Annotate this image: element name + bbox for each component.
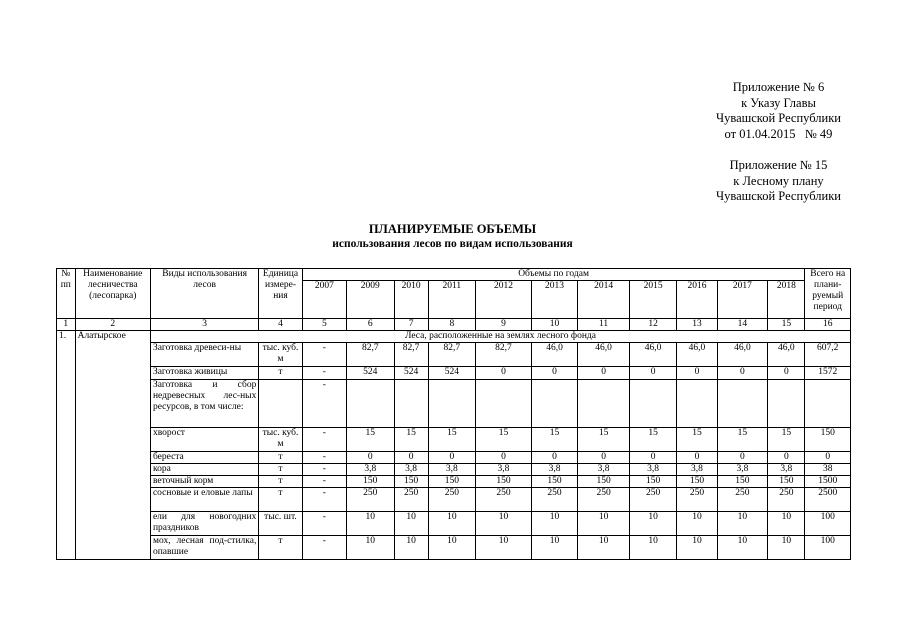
value-cell: 15 bbox=[476, 428, 532, 452]
value-cell: 10 bbox=[629, 536, 676, 560]
use-type-cell: мох, лесная под-стилка, опавшие bbox=[150, 536, 258, 560]
value-cell: 15 bbox=[531, 428, 577, 452]
value-cell: 3,8 bbox=[677, 464, 717, 476]
use-type-cell: кора bbox=[150, 464, 258, 476]
value-cell: 250 bbox=[347, 488, 394, 512]
value-cell: 150 bbox=[347, 476, 394, 488]
header-year: 2007 bbox=[302, 281, 346, 319]
value-cell: - bbox=[302, 476, 346, 488]
value-cell bbox=[428, 380, 475, 428]
value-cell: 524 bbox=[394, 367, 428, 380]
value-cell: 10 bbox=[476, 512, 532, 536]
value-cell: 150 bbox=[476, 476, 532, 488]
column-number: 2 bbox=[75, 319, 150, 331]
section-row bbox=[57, 331, 851, 343]
table-row bbox=[57, 536, 851, 560]
value-cell: 0 bbox=[347, 452, 394, 464]
value-cell: 46,0 bbox=[578, 343, 630, 367]
unit-cell: тыс. куб. м bbox=[259, 428, 302, 452]
value-cell: 3,8 bbox=[476, 464, 532, 476]
value-cell: - bbox=[302, 428, 346, 452]
annex-15-line: Чувашской Республики bbox=[715, 189, 841, 203]
header-year: 2012 bbox=[476, 281, 532, 319]
header-year: 2016 bbox=[677, 281, 717, 319]
total-cell: 1572 bbox=[805, 367, 851, 380]
value-cell: 150 bbox=[677, 476, 717, 488]
value-cell: 15 bbox=[677, 428, 717, 452]
column-number: 6 bbox=[347, 319, 394, 331]
total-cell: 607,2 bbox=[805, 343, 851, 367]
header-forestry: Наименование лесничества (лесопарка) bbox=[75, 269, 150, 319]
table-row bbox=[57, 380, 851, 428]
header-use-type: Виды использования лесов bbox=[150, 269, 258, 319]
use-type-cell: Заготовка живицы bbox=[150, 367, 258, 380]
value-cell: 10 bbox=[428, 536, 475, 560]
value-cell: 524 bbox=[428, 367, 475, 380]
value-cell: 150 bbox=[578, 476, 630, 488]
value-cell: 10 bbox=[428, 512, 475, 536]
value-cell: 250 bbox=[428, 488, 475, 512]
value-cell: 0 bbox=[476, 367, 532, 380]
total-cell: 150 bbox=[805, 428, 851, 452]
value-cell: 3,8 bbox=[717, 464, 768, 476]
row-number: 1. bbox=[57, 331, 76, 560]
value-cell: 15 bbox=[629, 428, 676, 452]
header-year: 2010 bbox=[394, 281, 428, 319]
use-type-cell: Заготовка и сбор недревесных лес-ных ресурсов, в том числе: bbox=[150, 380, 258, 428]
document-title: ПЛАНИРУЕМЫЕ ОБЪЕМЫ bbox=[368, 222, 537, 236]
header-row bbox=[57, 269, 851, 281]
value-cell: 10 bbox=[677, 536, 717, 560]
total-cell: 0 bbox=[805, 452, 851, 464]
value-cell: 15 bbox=[717, 428, 768, 452]
value-cell: 0 bbox=[578, 367, 630, 380]
column-number: 16 bbox=[805, 319, 851, 331]
header-year: 2009 bbox=[347, 281, 394, 319]
column-number: 9 bbox=[476, 319, 532, 331]
value-cell: - bbox=[302, 452, 346, 464]
value-cell: - bbox=[302, 343, 346, 367]
header-unit: Единица измере-ния bbox=[259, 269, 302, 319]
column-number: 5 bbox=[302, 319, 346, 331]
column-number: 11 bbox=[578, 319, 630, 331]
annex-15-block bbox=[716, 158, 841, 205]
column-number-row bbox=[57, 319, 851, 331]
value-cell bbox=[476, 380, 532, 428]
header-year: 2014 bbox=[578, 281, 630, 319]
value-cell: 15 bbox=[578, 428, 630, 452]
column-number: 15 bbox=[768, 319, 805, 331]
annex-6-line: Приложение № 6 bbox=[732, 80, 825, 94]
column-number: 14 bbox=[717, 319, 768, 331]
value-cell: 10 bbox=[531, 512, 577, 536]
document-subtitle: использования лесов по видам использования bbox=[332, 238, 573, 250]
header-year: 2018 bbox=[768, 281, 805, 319]
value-cell bbox=[629, 380, 676, 428]
value-cell: 10 bbox=[394, 536, 428, 560]
value-cell: 10 bbox=[394, 512, 428, 536]
value-cell: 3,8 bbox=[578, 464, 630, 476]
value-cell: 10 bbox=[768, 536, 805, 560]
total-cell: 2500 bbox=[805, 488, 851, 512]
value-cell: 15 bbox=[347, 428, 394, 452]
unit-cell: т bbox=[259, 452, 302, 464]
value-cell: - bbox=[302, 536, 346, 560]
value-cell: 0 bbox=[578, 452, 630, 464]
value-cell: 10 bbox=[578, 536, 630, 560]
unit-cell: т bbox=[259, 536, 302, 560]
value-cell bbox=[677, 380, 717, 428]
value-cell: 150 bbox=[768, 476, 805, 488]
value-cell: 3,8 bbox=[768, 464, 805, 476]
use-type-cell: веточный корм bbox=[150, 476, 258, 488]
value-cell: 82,7 bbox=[428, 343, 475, 367]
value-cell: - bbox=[302, 512, 346, 536]
total-cell: 1500 bbox=[805, 476, 851, 488]
header-volumes-by-year: Объемы по годам bbox=[302, 269, 805, 281]
annex-15-line: Приложение № 15 bbox=[729, 158, 828, 172]
column-number: 10 bbox=[531, 319, 577, 331]
value-cell: 0 bbox=[768, 367, 805, 380]
value-cell: 82,7 bbox=[347, 343, 394, 367]
value-cell: 3,8 bbox=[347, 464, 394, 476]
total-cell bbox=[805, 380, 851, 428]
unit-cell: т bbox=[259, 476, 302, 488]
column-number: 8 bbox=[428, 319, 475, 331]
value-cell: 10 bbox=[531, 536, 577, 560]
value-cell: 250 bbox=[476, 488, 532, 512]
value-cell: 150 bbox=[717, 476, 768, 488]
value-cell: 150 bbox=[531, 476, 577, 488]
unit-cell bbox=[259, 380, 302, 428]
value-cell: 0 bbox=[629, 367, 676, 380]
value-cell: 46,0 bbox=[629, 343, 676, 367]
value-cell: - bbox=[302, 488, 346, 512]
annex-6-block bbox=[716, 80, 841, 142]
section-label: Леса, расположенные на землях лесного фонда bbox=[150, 331, 850, 343]
value-cell: 150 bbox=[629, 476, 676, 488]
table-row bbox=[57, 452, 851, 464]
column-number: 7 bbox=[394, 319, 428, 331]
value-cell: 250 bbox=[531, 488, 577, 512]
value-cell: 0 bbox=[476, 452, 532, 464]
forestry-name: Алатырское bbox=[75, 331, 150, 560]
unit-cell: т bbox=[259, 367, 302, 380]
use-type-cell: Заготовка древеси-ны bbox=[150, 343, 258, 367]
value-cell: 10 bbox=[347, 512, 394, 536]
value-cell: - bbox=[302, 464, 346, 476]
table-row bbox=[57, 464, 851, 476]
value-cell: 250 bbox=[677, 488, 717, 512]
value-cell: 46,0 bbox=[531, 343, 577, 367]
header-year: 2017 bbox=[717, 281, 768, 319]
value-cell: 250 bbox=[768, 488, 805, 512]
unit-cell: тыс. куб. м bbox=[259, 343, 302, 367]
column-number: 13 bbox=[677, 319, 717, 331]
use-type-cell: береста bbox=[150, 452, 258, 464]
column-number: 12 bbox=[629, 319, 676, 331]
value-cell: 0 bbox=[717, 367, 768, 380]
value-cell: 10 bbox=[717, 536, 768, 560]
value-cell: 0 bbox=[531, 367, 577, 380]
header-no: № пп bbox=[57, 269, 76, 319]
value-cell: 150 bbox=[428, 476, 475, 488]
value-cell: 10 bbox=[347, 536, 394, 560]
value-cell: 0 bbox=[394, 452, 428, 464]
value-cell: 250 bbox=[394, 488, 428, 512]
value-cell bbox=[717, 380, 768, 428]
value-cell: 0 bbox=[629, 452, 676, 464]
value-cell: 46,0 bbox=[717, 343, 768, 367]
table-row bbox=[57, 476, 851, 488]
value-cell: 15 bbox=[394, 428, 428, 452]
value-cell: 3,8 bbox=[531, 464, 577, 476]
value-cell: 10 bbox=[476, 536, 532, 560]
annex-6-line: от 01.04.2015 № 49 bbox=[724, 126, 833, 141]
table-row bbox=[57, 428, 851, 452]
value-cell: - bbox=[302, 367, 346, 380]
value-cell: 10 bbox=[717, 512, 768, 536]
table-row bbox=[57, 512, 851, 536]
value-cell: 15 bbox=[768, 428, 805, 452]
value-cell: 250 bbox=[717, 488, 768, 512]
value-cell: 3,8 bbox=[629, 464, 676, 476]
value-cell: 46,0 bbox=[677, 343, 717, 367]
table-row bbox=[57, 488, 851, 512]
value-cell: - bbox=[302, 380, 346, 428]
value-cell: 250 bbox=[629, 488, 676, 512]
column-number: 3 bbox=[150, 319, 258, 331]
value-cell: 10 bbox=[768, 512, 805, 536]
volumes-table bbox=[56, 268, 851, 560]
value-cell bbox=[578, 380, 630, 428]
column-number: 4 bbox=[259, 319, 302, 331]
value-cell: 150 bbox=[394, 476, 428, 488]
value-cell: 3,8 bbox=[428, 464, 475, 476]
value-cell: 82,7 bbox=[394, 343, 428, 367]
value-cell: 0 bbox=[717, 452, 768, 464]
value-cell: 10 bbox=[578, 512, 630, 536]
annex-15-line: к Лесному плану bbox=[733, 173, 824, 188]
header-year: 2015 bbox=[629, 281, 676, 319]
unit-cell: т bbox=[259, 488, 302, 512]
unit-cell: т bbox=[259, 464, 302, 476]
use-type-cell: хворост bbox=[150, 428, 258, 452]
value-cell: 0 bbox=[677, 367, 717, 380]
total-cell: 100 bbox=[805, 512, 851, 536]
value-cell: 0 bbox=[428, 452, 475, 464]
value-cell: 0 bbox=[677, 452, 717, 464]
total-cell: 100 bbox=[805, 536, 851, 560]
value-cell: 10 bbox=[677, 512, 717, 536]
value-cell: 82,7 bbox=[476, 343, 532, 367]
unit-cell: тыс. шт. bbox=[259, 512, 302, 536]
annex-6-line: Чувашской Республики bbox=[715, 111, 841, 125]
column-number: 1 bbox=[57, 319, 76, 331]
table-row bbox=[57, 343, 851, 367]
header-total: Всего на плани-руемый период bbox=[805, 269, 851, 319]
value-cell: 250 bbox=[578, 488, 630, 512]
header-year: 2011 bbox=[428, 281, 475, 319]
value-cell: 0 bbox=[768, 452, 805, 464]
value-cell: 524 bbox=[347, 367, 394, 380]
total-cell: 38 bbox=[805, 464, 851, 476]
value-cell bbox=[768, 380, 805, 428]
header-year: 2013 bbox=[531, 281, 577, 319]
value-cell bbox=[347, 380, 394, 428]
value-cell: 15 bbox=[428, 428, 475, 452]
value-cell: 10 bbox=[629, 512, 676, 536]
value-cell: 0 bbox=[531, 452, 577, 464]
value-cell bbox=[531, 380, 577, 428]
value-cell: 46,0 bbox=[768, 343, 805, 367]
use-type-cell: сосновые и еловые лапы bbox=[150, 488, 258, 512]
table-row bbox=[57, 367, 851, 380]
value-cell bbox=[394, 380, 428, 428]
value-cell: 3,8 bbox=[394, 464, 428, 476]
use-type-cell: ели для новогодних праздников bbox=[150, 512, 258, 536]
annex-6-line: к Указу Главы bbox=[741, 95, 816, 110]
